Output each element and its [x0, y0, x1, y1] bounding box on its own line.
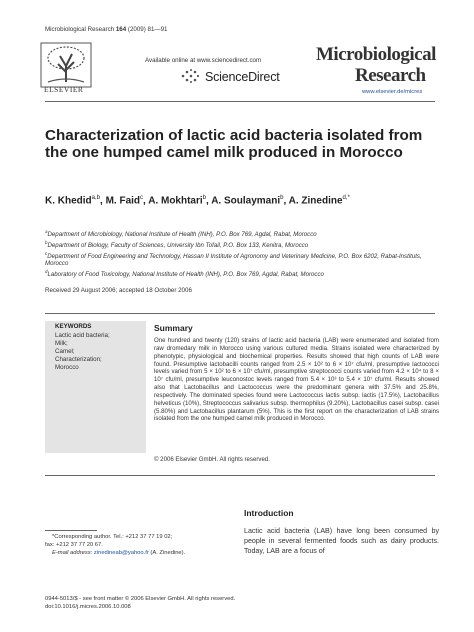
author-list: K. Khedid$^{a,b}$, M. Faid$^c$, A. Mokhtari$^b$, A. Soulaymani$^b$, A. Zinedine$^{d,*}$ [45, 195, 350, 207]
available-online-text[interactable]: Available online at www.sciencedirect.com [145, 57, 262, 64]
keyword-item: Characterization; [55, 356, 102, 363]
author[interactable]: K. Khedid [45, 195, 92, 207]
affiliations [45, 228, 440, 279]
article-title: Characterization of lactic acid bacteria isolated from the one humped camel milk produced in Morocco [45, 127, 423, 161]
affiliation-item: $^c$Department of Food Engineering and Technology, Hassan II Institute of Agronomy and Veterinary Medicine, P.O. Box 6202, Rabat-Instituts, Morocco [45, 250, 422, 268]
sciencedirect-icon [180, 68, 200, 84]
publisher-name: ELSEVIER [44, 85, 84, 94]
header-rule [45, 101, 435, 102]
affiliation-item: $^b$Department of Biology, Faculty of Sciences, University Ibn Tofail, P.O. Box 133, Kenitra, Morocco [45, 239, 309, 249]
doi-link[interactable]: 10.1016/j.micres.2006.10.008 [54, 604, 131, 610]
sciencedirect-logo-text: ScienceDirect [205, 70, 280, 84]
corresponding-author-note: *Corresponding author. Tel.: +212 37 77 19 02; [52, 534, 173, 540]
author[interactable]: A. Zinedine [288, 195, 343, 207]
summary-text: One hundred and twenty (120) strains of lactic acid bacteria (LAB) were enumerated and isolated from raw dromedary milk in Morocco using various cultured media. Strains isolated were characterized by phenotypic, physiological and biochemical properties. Results showed that high counts of LAB were found. Presumptive lactobacilli counts ranged from 2.5 × 10² to 6 × 10⁷ cfu/ml, presumptive lactococci levels varied from 5 × 10² to 6 × 10⁷ cfu/ml, presumptive streptococci counts varied from 4.2 × 10⁴ to 8 × 10⁷ cfu/ml, presumptive leuconostoc levels ranged from 5.4 × 10³ to 5.4 × 10⁷ cfu/ml. Results showed also that Lactobacillus and Lactococcus were the predominant genera with 37.5% and 25.8%, respectively. The dominated species found were Lactococcus lactis subsp. lactis (17.5%), Lactobacillus helveticus (10%), Streptococcus salivarius subsp. thermophilus (9.20%), Lactobacillus casei subsp. casei (5.80%) and Lactobacillus plantarum (5%). This is the first report on the characterization of LAB strains isolated from the one humped camel milk produced in Morocco. [154, 337, 439, 423]
affiliation-item: $^a$Department of Microbiology, National Institute of Health (INH), P.O. Box 769, Agdal, Rabat, Morocco [45, 229, 317, 239]
issn-copyright: 0944-5013/$ - see front matter © 2006 Elsevier GmbH. All rights reserved. [45, 596, 236, 602]
keyword-item: Lactic acid bacteria; [55, 332, 110, 339]
fax-note: fax: +212 37 77 20 67. [45, 542, 103, 548]
elsevier-tree-logo [40, 42, 92, 88]
footnote-rule [45, 530, 97, 531]
journal-reference: Microbiological Research 164 (2009) 81—91 [45, 26, 168, 33]
keyword-item: Camel; [55, 348, 75, 355]
doi-line: doi:10.1016/j.micres.2006.10.008 [45, 604, 131, 610]
author[interactable]: A. Mokhtari [148, 195, 203, 207]
section-rule [45, 313, 435, 314]
keyword-item: Milk; [55, 340, 68, 347]
journal-brand-line1: Microbiological [316, 44, 436, 65]
affiliation-item: $^d$Laboratory of Food Toxicology, National Institute of Health (INH), P.O. Box 769, Agdal, Rabat, Morocco [45, 269, 324, 279]
keyword-item: Morocco [55, 364, 79, 371]
author[interactable]: A. Soulaymani [211, 195, 281, 207]
section-rule [45, 475, 435, 476]
author[interactable]: M. Faid [105, 195, 141, 207]
email-link[interactable]: zinedineab@yahoo.fr [93, 550, 149, 556]
journal-brand-line2: Research [355, 65, 426, 86]
introduction-text: Lactic acid bacteria (LAB) have long been consumed by people in several fermented foods such as dairy products. Today, LAB are a focus of [244, 527, 439, 556]
summary-heading: Summary [154, 323, 193, 333]
introduction-heading: Introduction [244, 508, 294, 518]
journal-url-link[interactable]: www.elsevier.de/micres [362, 89, 423, 95]
email-note: E-mail address: zinedineab@yahoo.fr (A. Zinedine). [52, 550, 186, 556]
received-dates: Received 29 August 2006; accepted 18 October 2006 [45, 287, 192, 294]
keywords-heading: KEYWORDS [55, 323, 92, 330]
summary-copyright: © 2006 Elsevier GmbH. All rights reserved. [154, 456, 270, 463]
